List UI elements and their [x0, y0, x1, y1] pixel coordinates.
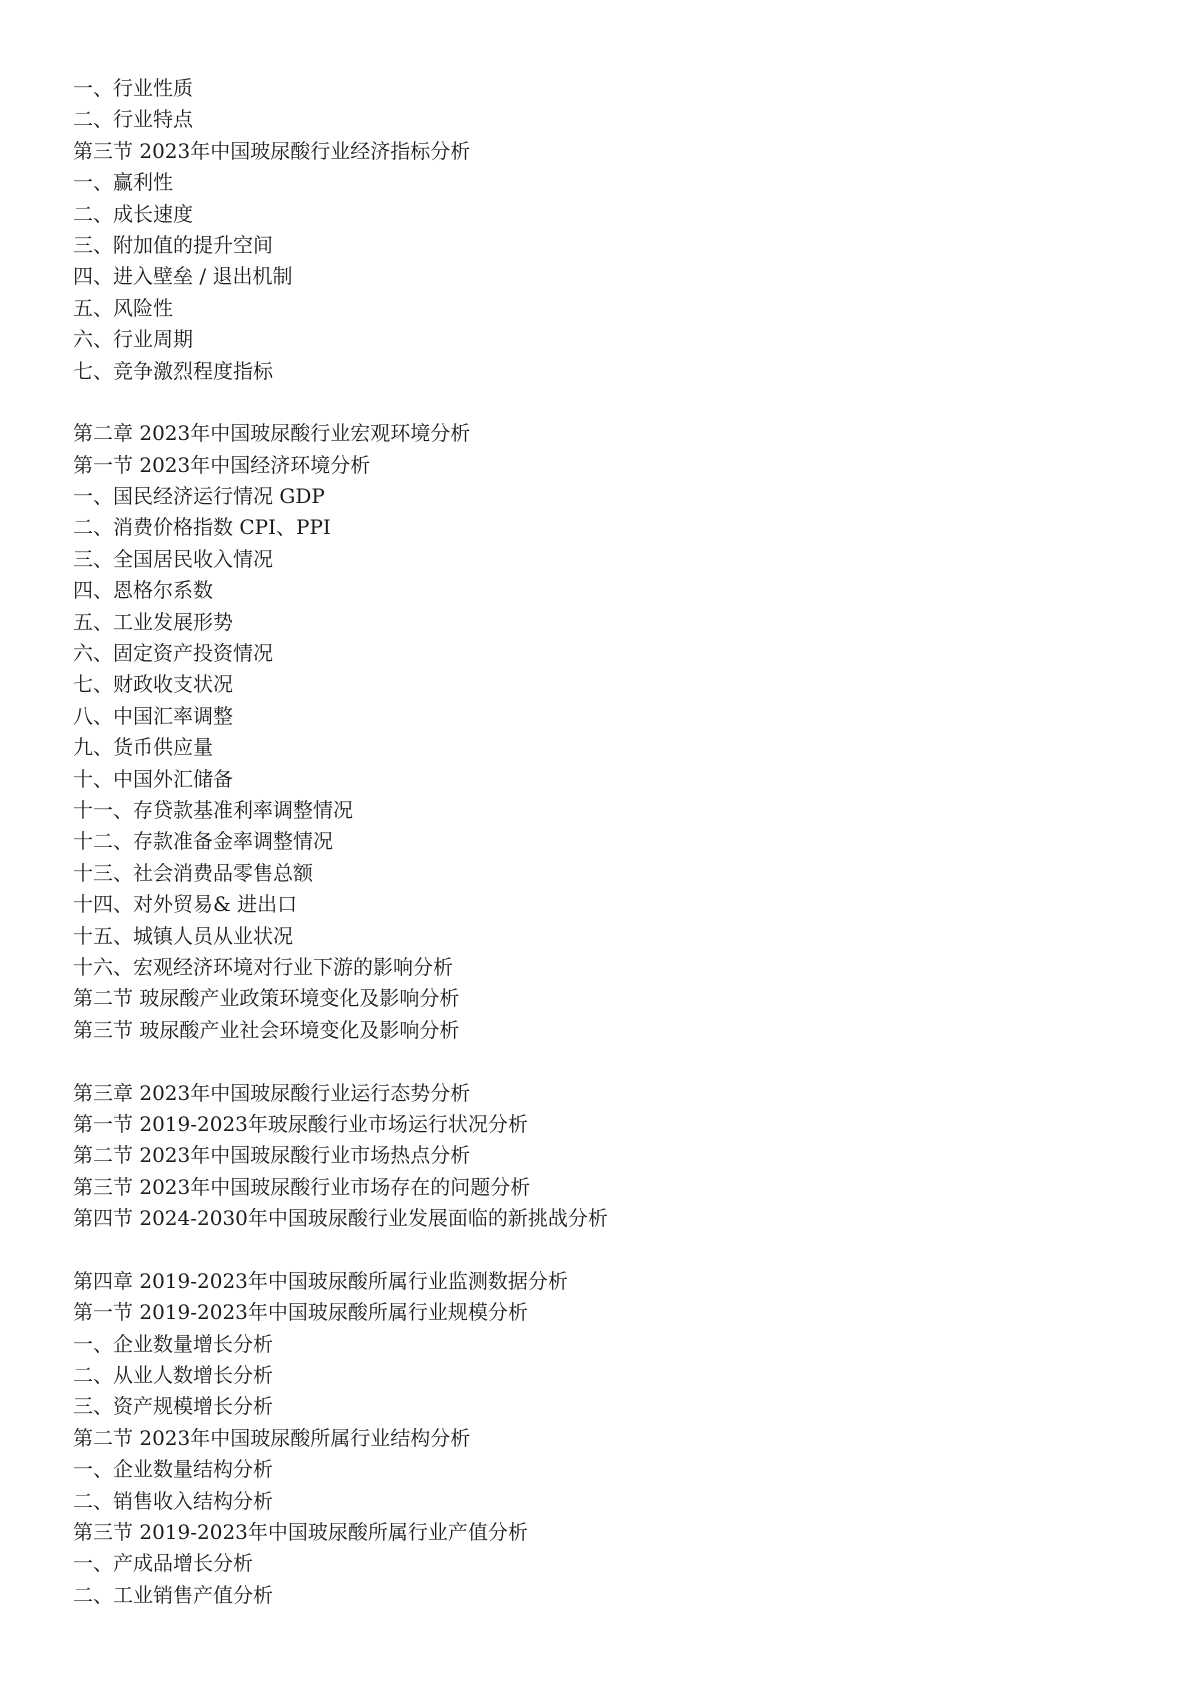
- toc-section-heading: 第一节 2023年中国经济环境分析: [73, 452, 371, 477]
- toc-line: 七、竞争激烈程度指标: [73, 358, 273, 383]
- blank-line: [73, 1046, 1123, 1077]
- toc-line: 六、固定资产投资情况: [73, 641, 273, 666]
- toc-line: 七、财政收支状况: [73, 672, 233, 697]
- toc-line: 十二、存款准备金率调整情况: [73, 829, 333, 854]
- toc-section-heading: 第三节 2023年中国玻尿酸行业经济指标分析: [73, 138, 471, 163]
- document-page: [73, 73, 1123, 1611]
- toc-line: 五、工业发展形势: [73, 609, 233, 634]
- toc-line: 五、风险性: [73, 295, 173, 320]
- toc-chapter-heading: 第二章 2023年中国玻尿酸行业宏观环境分析: [73, 421, 471, 446]
- toc-section-heading: 第一节 2019-2023年中国玻尿酸所属行业规模分析: [73, 1300, 528, 1325]
- toc-section-heading: 第一节 2019-2023年玻尿酸行业市场运行状况分析: [73, 1111, 528, 1136]
- toc-line: 三、资产规模增长分析: [73, 1394, 273, 1419]
- toc-line: 四、进入壁垒 / 退出机制: [73, 264, 293, 289]
- toc-line: 十三、社会消费品零售总额: [73, 860, 313, 885]
- blank-line: [73, 1234, 1123, 1265]
- toc-line: 三、全国居民收入情况: [73, 546, 273, 571]
- toc-line: 三、附加值的提升空间: [73, 232, 273, 257]
- toc-chapter-heading: 第三章 2023年中国玻尿酸行业运行态势分析: [73, 1080, 471, 1105]
- toc-line: 十六、宏观经济环境对行业下游的影响分析: [73, 954, 453, 979]
- toc-line: 二、从业人数增长分析: [73, 1363, 273, 1388]
- toc-line: 十五、城镇人员从业状况: [73, 923, 293, 948]
- toc-chapter-heading: 第四章 2019-2023年中国玻尿酸所属行业监测数据分析: [73, 1268, 568, 1293]
- toc-line: 一、企业数量结构分析: [73, 1457, 273, 1482]
- toc-line: 八、中国汇率调整: [73, 703, 233, 728]
- toc-line: 十四、对外贸易& 进出口: [73, 892, 298, 917]
- blank-line: [73, 387, 1123, 418]
- toc-section-heading: 第二节 2023年中国玻尿酸行业市场热点分析: [73, 1143, 471, 1168]
- toc-line: 十一、存贷款基准利率调整情况: [73, 797, 353, 822]
- toc-line: 二、消费价格指数 CPI、PPI: [73, 515, 331, 540]
- toc-line: 二、工业销售产值分析: [73, 1582, 273, 1607]
- toc-line: 九、货币供应量: [73, 735, 213, 760]
- toc-line: 一、产成品增长分析: [73, 1551, 253, 1576]
- toc-line: 二、销售收入结构分析: [73, 1488, 273, 1513]
- toc-section-heading: 第二节 玻尿酸产业政策环境变化及影响分析: [73, 986, 460, 1011]
- toc-line: 一、行业性质: [73, 76, 193, 100]
- toc-line: 二、行业特点: [73, 107, 193, 132]
- toc-section-heading: 第二节 2023年中国玻尿酸所属行业结构分析: [73, 1425, 471, 1450]
- toc-section-heading: 第三节 2019-2023年中国玻尿酸所属行业产值分析: [73, 1519, 528, 1544]
- toc-line: 十、中国外汇储备: [73, 766, 233, 791]
- toc-section-heading: 第四节 2024-2030年中国玻尿酸行业发展面临的新挑战分析: [73, 1206, 608, 1231]
- toc-line: 六、行业周期: [73, 327, 193, 352]
- toc-line: 二、成长速度: [73, 201, 193, 226]
- toc-line: 一、企业数量增长分析: [73, 1331, 273, 1356]
- toc-section-heading: 第三节 2023年中国玻尿酸行业市场存在的问题分析: [73, 1174, 531, 1199]
- toc-line: 四、恩格尔系数: [73, 578, 213, 603]
- toc-section-heading: 第三节 玻尿酸产业社会环境变化及影响分析: [73, 1017, 460, 1042]
- toc-line: 一、赢利性: [73, 170, 173, 195]
- toc-line: 一、国民经济运行情况 GDP: [73, 484, 325, 509]
